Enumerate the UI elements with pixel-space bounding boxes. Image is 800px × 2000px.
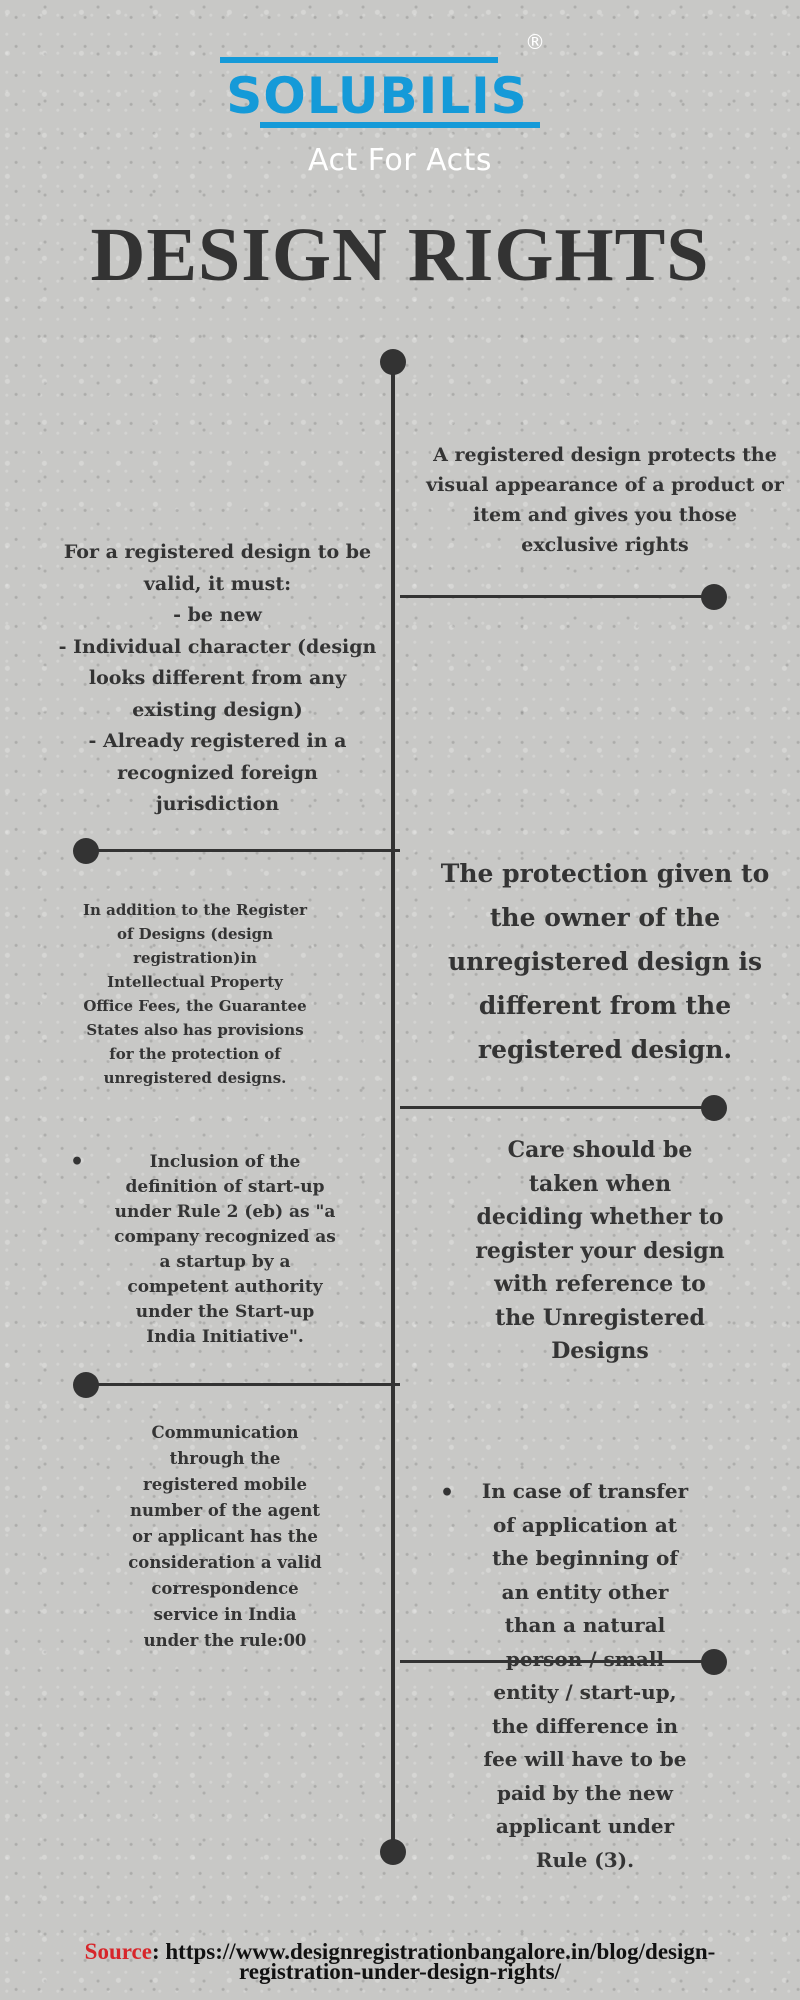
text-line: Designs [551, 1338, 649, 1364]
text-line: Communication [151, 1423, 299, 1442]
text-line: company recognized as [114, 1227, 336, 1247]
tagline: Act For Acts [307, 143, 493, 178]
text-line: States also has provisions [86, 1021, 304, 1039]
timeline-axis [391, 362, 395, 1852]
text-line: entity / start-up, [493, 1680, 677, 1704]
timeline-item-6 [440, 1134, 760, 1369]
text-line: unregistered design is [447, 947, 763, 976]
text-line: a startup by a [159, 1252, 291, 1272]
timeline-connector [86, 849, 400, 852]
text-line: A registered design protects the [433, 444, 777, 466]
bullet-icon: • [440, 1480, 455, 1506]
text-line: For a registered design to be [63, 541, 372, 563]
text-line: - Individual character (design [58, 635, 377, 658]
text-line: consideration a valid [128, 1553, 322, 1572]
timeline-dot [73, 838, 99, 864]
text-line: The protection given to [440, 859, 770, 888]
text-line: for the protection of [109, 1045, 281, 1063]
page-title: DESIGN RIGHTS [90, 213, 710, 297]
text-line: under Rule 2 (eb) as "a [114, 1202, 336, 1222]
text-line: - Already registered in a [88, 730, 347, 752]
timeline-item-4 [80, 898, 310, 1090]
source-url-line2[interactable]: registration-under-design-rights/ [239, 1959, 561, 1984]
text-line: registration)in [133, 949, 257, 967]
text-line: the beginning of [492, 1546, 678, 1570]
text-line: existing design) [132, 698, 303, 721]
text-line: competent authority [127, 1277, 323, 1297]
text-line: than a natural [504, 1613, 666, 1637]
text-line: - be new [173, 604, 262, 626]
text-line: number of the agent [130, 1501, 320, 1520]
timeline-item-5 [70, 1149, 355, 1350]
svg-text:SOLUBILIS: SOLUBILIS [226, 67, 528, 125]
text-line: registered mobile [143, 1475, 307, 1494]
text-line: the difference in [492, 1713, 678, 1738]
text-line: exclusive rights [521, 534, 689, 556]
text-line: Rule (3). [535, 1847, 635, 1872]
timeline-dot [380, 349, 406, 375]
text-line: Care should be [507, 1137, 693, 1163]
text-line: registered design. [477, 1035, 733, 1064]
text-line: In addition to the Register [82, 901, 308, 919]
timeline-connector [400, 595, 714, 598]
text-line: recognized foreign [117, 761, 318, 784]
text-line: Inclusion of the [149, 1152, 301, 1172]
text-line: service in India [153, 1605, 297, 1624]
text-line: applicant under [495, 1814, 675, 1838]
text-line: Office Fees, the Guarantee [83, 997, 307, 1015]
text-line: the Unregistered [495, 1304, 705, 1331]
text-line: Intellectual Property [107, 973, 283, 991]
timeline-connector [400, 1106, 714, 1109]
timeline-item-7 [120, 1420, 330, 1654]
text-line: fee will have to be [483, 1747, 687, 1771]
text-line: taken when [528, 1170, 672, 1197]
text-line: or applicant has the [132, 1527, 318, 1546]
text-line: definition of start-up [125, 1177, 325, 1197]
text-line: In case of transfer [481, 1479, 689, 1503]
text-line: an entity other [501, 1579, 669, 1604]
timeline-item-8 [440, 1475, 715, 1877]
text-line: under the Start-up [135, 1302, 315, 1322]
text-line: looks different from any [88, 667, 347, 689]
source-url-line1[interactable]: : https://www.designregistrationbangalore.in/blog/design- [151, 1939, 716, 1964]
timeline-item-1 [415, 440, 795, 560]
source-label: Source [84, 1939, 152, 1964]
text-line: of Designs (design [116, 925, 274, 943]
registered-mark: ® [525, 30, 545, 54]
source-citation [0, 1939, 800, 1984]
text-line: jurisdiction [155, 793, 280, 815]
timeline-connector [86, 1383, 400, 1386]
solubilis-logo [200, 55, 555, 130]
timeline-dot [701, 1095, 727, 1121]
text-line: India Initiative". [146, 1327, 304, 1347]
text-line: of application at [492, 1512, 678, 1537]
text-line: person / small [505, 1646, 665, 1671]
timeline-item-2 [45, 537, 390, 821]
text-line: different from the [478, 991, 732, 1020]
text-line: valid, it must: [143, 572, 292, 595]
text-line: through the [169, 1449, 281, 1468]
timeline-dot [701, 584, 727, 610]
text-line: visual appearance of a product or [426, 474, 784, 496]
text-line: under the rule:00 [143, 1631, 307, 1650]
text-line: paid by the new [496, 1780, 673, 1805]
text-line: unregistered designs. [103, 1069, 287, 1087]
text-line: deciding whether to [476, 1204, 724, 1230]
text-line: the owner of the [489, 903, 721, 932]
text-line: with reference to [494, 1271, 706, 1297]
timeline-dot [73, 1372, 99, 1398]
text-line: item and gives you those [473, 504, 737, 526]
timeline-dot [380, 1839, 406, 1865]
bullet-icon: • [70, 1149, 85, 1175]
text-line: register your design [475, 1237, 725, 1264]
timeline-item-3 [420, 852, 790, 1072]
text-line: correspondence [151, 1579, 299, 1598]
